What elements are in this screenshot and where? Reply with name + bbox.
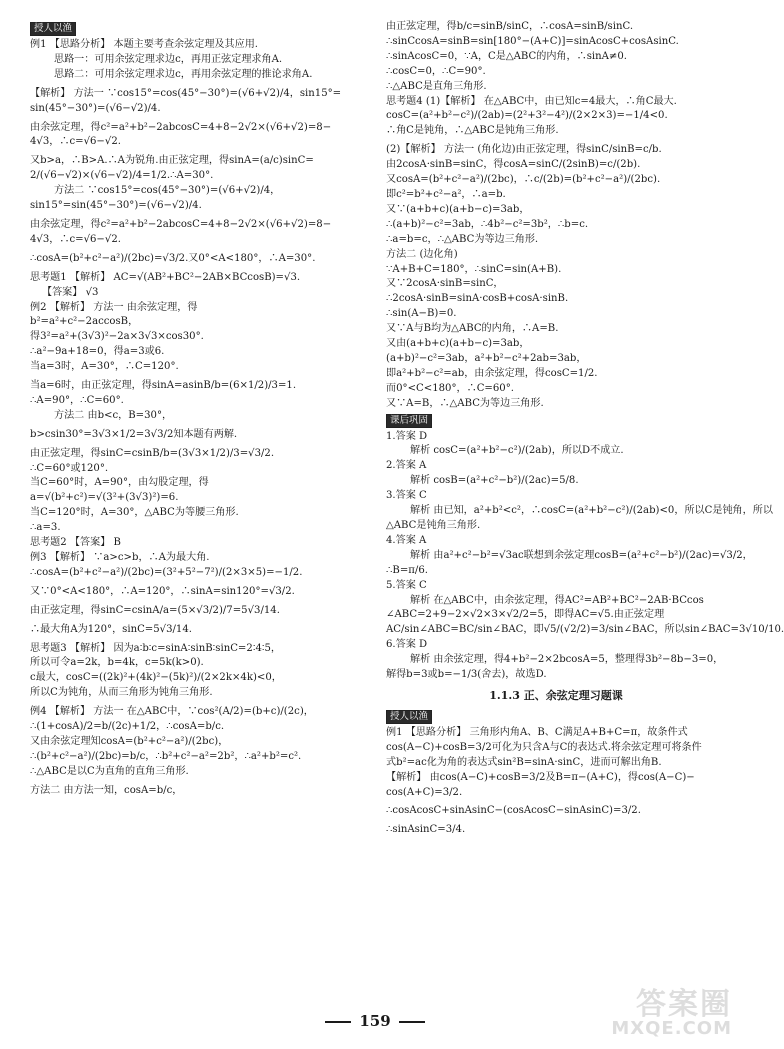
text-line: ∴a=b=c，∴△ABC为等边三角形. [386, 233, 539, 245]
section-tag-line [386, 708, 726, 726]
section-tag-line [30, 20, 376, 38]
text-line: 由正弦定理，得sinC=csinA/a=(5×√3/2)/7=5√3/14. [30, 604, 280, 616]
text-line: ∴C=60°或120°. [30, 462, 109, 474]
text-line: 又∵0°<A<180°，∴A=120°，∴sinA=sin120°=√3/2. [30, 585, 295, 597]
text-line: 解析 在△ABC中，由余弦定理，得AC²=AB²+BC²−2AB·BCcos [410, 594, 704, 606]
text-line: 例1 【思路分析】 三角形内角A、B、C满足A+B+C=π，故条件式 [386, 726, 688, 738]
text-line: ∴△ABC是直角三角形. [386, 80, 487, 92]
text-line: b²=a²+c²−2accosB， [30, 316, 139, 328]
text-line: 2/(√6−√2)×(√6−√2)/4=1/2.∴A=30°. [30, 170, 214, 182]
text-line: 方法二 (边化角) [386, 248, 458, 260]
text-line: 解析 由a²+c²−b²=√3ac联想到余弦定理cosB=(a²+c²−b²)/(2ac)=√3/2， [410, 549, 753, 561]
text-line: ∴△ABC是以C为直角的直角三角形. [30, 765, 189, 777]
text-line: 5.答案 C [386, 579, 427, 591]
text-line: 由余弦定理，得c²=a²+b²−2abcosC=4+8−2√2×(√6+√2)=8− [30, 121, 332, 133]
text-line: 即c²=b²+c²−a²，∴a=b. [386, 188, 506, 200]
text-line: 又cosA=(b²+c²−a²)/(2bc)，∴c/(2b)=(b²+c²−a²)/(2bc). [386, 174, 661, 186]
text-line: 又∵(a+b+c)(a+b−c)=3ab， [386, 203, 530, 215]
text-line: 方法二 ∵cos15°=cos(45°−30°)=(√6+√2)/4， [54, 185, 281, 197]
section-title: 1.1.3 正、余弦定理习题课 [489, 688, 623, 702]
text-line: 当C=120°时，A=30°，△ABC为等腰三角形. [30, 507, 239, 519]
text-line: ∴(1+cosA)/2=b/(2c)+1/2，∴cosA=b/c. [30, 721, 225, 733]
text-line: 当a=3时，A=30°，∴C=120°. [30, 361, 179, 373]
text-line: 又由余弦定理知cosA=(b²+c²−a²)/(2bc)， [30, 735, 229, 747]
section-tag: 课后巩固 [386, 414, 432, 428]
text-line: 思路一：可用余弦定理求边c，再用正弦定理求角A. [54, 53, 283, 65]
text-line: 4.答案 A [386, 534, 427, 546]
section-tag-line [386, 412, 726, 430]
text-line: 又∵A=B，∴△ABC为等边三角形. [386, 397, 544, 409]
text-line: ∴2cosA·sinB=sinA·cosB+cosA·sinB. [386, 293, 569, 305]
text-line: ∴sinCcosA=sinB=sin[180°−(A+C)]=sinAcosC+cosAsinC. [386, 35, 679, 47]
text-line: ∠ABC=2+9−2×√2×3×√2/2=5，即得AC=√5.由正弦定理 [386, 609, 665, 621]
page-number-text: 159 [359, 1012, 391, 1030]
text-line: 例2 【解析】 方法一 由余弦定理，得 [30, 301, 198, 313]
text-line: ∴(a+b)²−c²=3ab，∴4b²−c²=3b²，∴b=c. [386, 218, 589, 230]
text-line: AC/sin∠ABC=BC/sin∠BAC，即√5/(√2/2)=3/sin∠BAC，所以sin∠BAC=3√10/10. [386, 624, 784, 636]
text-line: 又由(a+b+c)(a+b−c)=3ab， [386, 338, 530, 350]
text-line: 解析 cosB=(a²+c²−b²)/(2ac)=5/8. [410, 475, 579, 487]
text-line: 思考题2 【答案】 B [30, 537, 121, 549]
text-line: 【解析】 由cos(A−C)+cosB=3/2及B=π−(A+C)，得cos(A−C)− [386, 771, 695, 783]
text-line: (2)【解析】 方法一 (角化边)由正弦定理，得sinC/sinB=c/b. [386, 144, 662, 156]
text-line: ∴a=3. [30, 522, 61, 534]
text-line: ∴sin(A−B)=0. [386, 308, 457, 320]
text-line: 例1 【思路分析】 本题主要考查余弦定理及其应用. [30, 39, 259, 50]
page-number-dash-right [399, 1021, 425, 1023]
text-line: ∴(b²+c²−a²)/(2bc)=b/c，∴b²+c²−a²=2b²，∴a²+b²=c². [30, 750, 302, 762]
text-line: ∴cosA=(b²+c²−a²)/(2bc)=√3/2.又0°<A<180°，∴A=30°. [30, 252, 316, 264]
section-tag: 授人以渔 [30, 22, 76, 36]
text-line: 【解析】 方法一 ∵cos15°=cos(45°−30°)=(√6+√2)/4，sin15°= [30, 87, 342, 99]
text-line: ∴最大角A为120°，sinC=5√3/14. [30, 623, 192, 635]
text-line: 4√3，∴c=√6−√2. [30, 233, 121, 245]
text-line: 又b>a，∴B>A.∴A为锐角.由正弦定理，得sinA=(a/c)sinC= [30, 155, 314, 167]
text-line: 1.答案 D [386, 430, 428, 442]
text-line: 式b²=ac化为角的表达式sin²B=sinA·sinC，进而可解出角B. [386, 756, 662, 768]
text-line: 思路二：可用余弦定理求边c，再用余弦定理的推论求角A. [54, 68, 313, 80]
text-line: 由正弦定理，得b/c=sinB/sinC，∴cosA=sinB/sinC. [386, 21, 634, 32]
text-line: 4√3，∴c=√6−√2. [30, 136, 121, 148]
text-line: 解得b=3或b=−1/3(舍去)，故选D. [386, 669, 547, 681]
text-line: 由余弦定理，得c²=a²+b²−2abcosC=4+8−2√2×(√6+√2)=8− [30, 218, 332, 230]
text-line: 所以可令a=2k，b=4k，c=5k(k>0). [30, 657, 204, 669]
text-line: 得3²=a²+(3√3)²−2a×3√3×cos30°. [30, 331, 204, 343]
text-line: sin15°=sin(45°−30°)=(√6−√2)/4. [30, 200, 202, 212]
text-line: 思考题1 【解析】 AC=√(AB²+BC²−2AB×BCcosB)=√3. [30, 271, 301, 283]
text-line: ∴cosC=0，∴C=90°. [386, 65, 486, 77]
text-line: 而0°<C<180°，∴C=60°. [386, 382, 514, 394]
watermark-line1: 答案圈 [636, 987, 732, 1022]
text-line: ∴cosA=(b²+c²−a²)/(2bc)=(3²+5²−7²)/(2×3×5)=−1/2. [30, 566, 303, 578]
text-line: 由2cosA·sinB=sinC，得cosA=sinC/(2sinB)=c/(2b). [386, 159, 641, 171]
text-line: 解析 cosC=(a²+b²−c²)/(2ab)，所以D不成立. [410, 445, 624, 457]
section-tag: 授人以渔 [386, 710, 432, 724]
text-line: c最大，cosC=((2k)²+(4k)²−(5k)²)/(2×2k×4k)<0， [30, 672, 282, 684]
text-line: 例4 【解析】 方法一 在△ABC中，∵cos²(A/2)=(b+c)/(2c)， [30, 706, 314, 718]
text-line: 又∵A与B均为△ABC的内角，∴A=B. [386, 323, 559, 335]
right-column [386, 20, 784, 838]
text-line: cos(A+C)=3/2. [386, 786, 463, 798]
text-line: 思考题3 【解析】 因为a∶b∶c=sinA∶sinB∶sinC=2∶4∶5， [30, 642, 282, 654]
text-line: cos(A−C)+cosB=3/2可化为只含A与C的表达式.将余弦定理可将条件 [386, 741, 702, 753]
text-line: 所以C为钝角，从而三角形为钝角三角形. [30, 687, 213, 699]
page-number-dash-left [325, 1021, 351, 1023]
text-line: ∴a²−9a+18=0，得a=3或6. [30, 346, 165, 358]
text-line: 方法二 由b<c，B=30°， [54, 409, 173, 421]
text-line: ∵A+B+C=180°，∴sinC=sin(A+B). [386, 263, 562, 275]
text-line: a=√(b²+c²)=√(3²+(3√3)²)=6. [30, 492, 179, 504]
text-line: 3.答案 C [386, 490, 427, 502]
text-line: 例3 【解析】 ∵a>c>b，∴A为最大角. [30, 552, 210, 563]
text-line: △ABC是钝角三角形. [386, 520, 481, 531]
text-line: 【答案】 √3 [42, 286, 99, 298]
watermark-line2: MXQE.COM [611, 1018, 732, 1039]
text-line: (a+b)²−c²=3ab，a²+b²−c²+2ab=3ab， [386, 352, 587, 364]
text-line: 当a=6时，由正弦定理，得sinA=asinB/b=(6×1/2)/3=1. [30, 380, 297, 392]
text-line: 当C=60°时，A=90°，由勾股定理，得 [30, 477, 209, 489]
text-line: 解析 由已知，a²+b²<c²，∴cosC=(a²+b²−c²)/(2ab)<0，所以C是钝角，所以 [410, 505, 773, 517]
text-line: ∴sinAsinC=3/4. [386, 824, 466, 836]
text-line: 由正弦定理，得sinC=csinB/b=(3√3×1/2)/3=√3/2. [30, 447, 275, 459]
text-line: ∴B=π/6. [386, 564, 428, 576]
text-line: 2.答案 A [386, 460, 427, 472]
left-column [30, 20, 376, 799]
text-line: 解析 由余弦定理，得4+b²−2×2bcosA=5，整理得3b²−8b−3=0， [410, 654, 724, 666]
watermark-logo [590, 979, 740, 1041]
text-line: 又∵2cosA·sinB=sinC， [386, 278, 504, 290]
text-line: ∴A=90°，∴C=60°. [30, 394, 124, 406]
text-line: b>csin30°=3√3×1/2=3√3/2知本题有两解. [30, 428, 238, 440]
text-line: ∴角C是钝角，∴△ABC是钝角三角形. [386, 125, 559, 137]
text-line: 方法二 由方法一知，cosA=b/c， [30, 784, 183, 796]
text-line: cosC=(a²+b²−c²)/(2ab)=(2²+3²−4²)/(2×2×3)=−1/4<0. [386, 110, 668, 122]
text-line: 思考题4 (1)【解析】 在△ABC中，由已知c=4最大，∴角C最大. [386, 95, 677, 107]
text-line: 6.答案 D [386, 639, 428, 651]
text-line: ∴sinAcosC=0，∵A，C是△ABC的内角，∴sinA≠0. [386, 50, 627, 62]
text-line: sin(45°−30°)=(√6−√2)/4. [30, 102, 161, 114]
text-line: ∴cosAcosC+sinAsinC−(cosAcosC−sinAsinC)=3/2. [386, 805, 641, 817]
text-line: 即a²+b²−c²=ab，由余弦定理，得cosC=1/2. [386, 367, 598, 379]
